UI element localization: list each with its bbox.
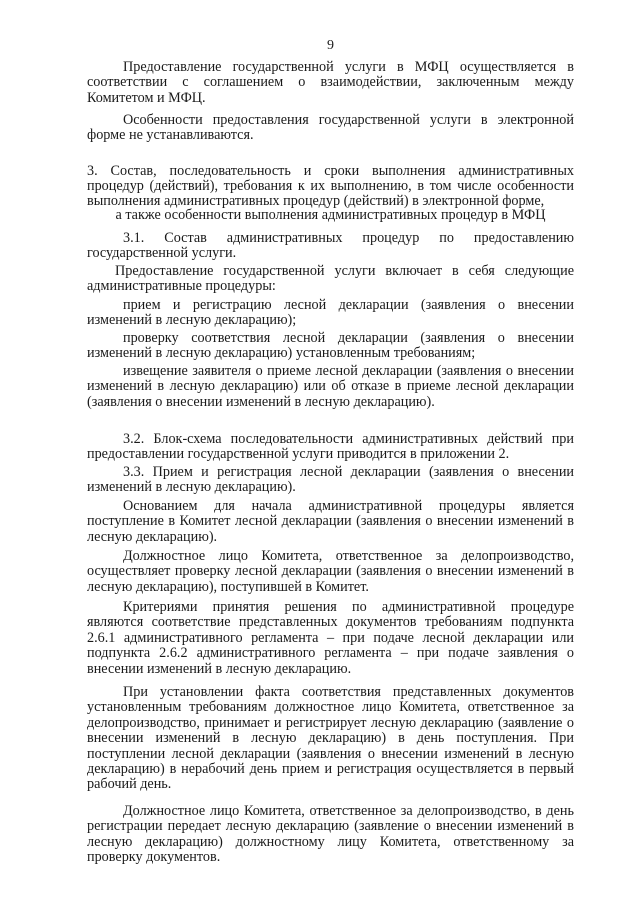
paragraph-3-3-basis: Основанием для начала административной процедуры является поступление в Комитет лесной декларации (заявления о внесении изменений в лесную декларацию). xyxy=(87,498,574,545)
paragraph-3-3-registration: При установлении факта соответствия представленных документов установленным требованиям должностное лицо Комитета, ответственное за делопроизводство, принимает и регистрирует лесную декларацию (заявление о внесении изменений в лесную декларацию) в день поступления. При поступлении лесной декларации (заявления о внесении изменений в лесную декларацию) в нерабочий день прием и регистрация осуществляется в первый рабочий день. xyxy=(87,684,574,793)
paragraph-mfc-provision: Предоставление государственной услуги в МФЦ осуществляется в соответствии с соглашением о взаимодействии, заключенным между Комитетом и МФЦ. xyxy=(87,59,574,106)
list-item-notification: извещение заявителя о приеме лесной декларации (заявления о внесении изменений в лесную декларацию) или об отказе в приеме лесной декларации (заявления о внесении изменений в лесную декларацию). xyxy=(87,363,574,410)
page-number: 9 xyxy=(327,38,334,53)
paragraph-3-1-procedures: Предоставление государственной услуги включает в себя следующие административные процедуры: xyxy=(87,263,574,295)
section-3-heading-last: а также особенности выполнения административных процедур в МФЦ xyxy=(115,207,546,224)
list-item-reception: прием и регистрацию лесной декларации (заявления о внесении изменений в лесную декларацию); xyxy=(87,297,574,329)
list-item-verification: проверку соответствия лесной декларации (заявления о внесении изменений в лесную декларацию) установленным требованиям; xyxy=(87,330,574,362)
section-3-heading xyxy=(87,164,574,223)
paragraph-electronic-form: Особенности предоставления государственной услуги в электронной форме не устанавливаются. xyxy=(87,112,574,144)
paragraph-3-2: 3.2. Блок-схема последовательности административных действий при предоставлении государственной услуги приводится в приложении 2. xyxy=(87,431,574,463)
paragraph-3-1: 3.1. Состав административных процедур по предоставлению государственной услуги. xyxy=(87,230,574,262)
paragraph-3-3-transfer: Должностное лицо Комитета, ответственное за делопроизводство, в день регистрации передает лесную декларацию (заявление о внесении изменений в лесную декларацию) должностному лицу Комитета, ответственному за проверку документов. xyxy=(87,803,574,866)
paragraph-3-3: 3.3. Прием и регистрация лесной декларации (заявления о внесении изменений в лесную декларацию). xyxy=(87,464,574,496)
paragraph-3-3-criteria: Критериями принятия решения по административной процедуре являются соответствие представленных документов требованиям подпункта 2.6.1 административного регламента – при подаче лесной декларации или подпункта 2.6.2 административного регламента – при подаче заявления о внесении изменений в лесную декларацию. xyxy=(87,599,574,677)
section-3-heading-main: 3. Состав, последовательность и сроки выполнения административных процедур (действий), требования к их выполнению, в том числе особенности выполнения административных процедур (действий) в электронной форме, xyxy=(87,163,574,209)
paragraph-3-3-check: Должностное лицо Комитета, ответственное за делопроизводство, осуществляет проверку лесной декларации (заявления о внесении изменений в лесную декларацию), поступившей в Комитет. xyxy=(87,548,574,595)
